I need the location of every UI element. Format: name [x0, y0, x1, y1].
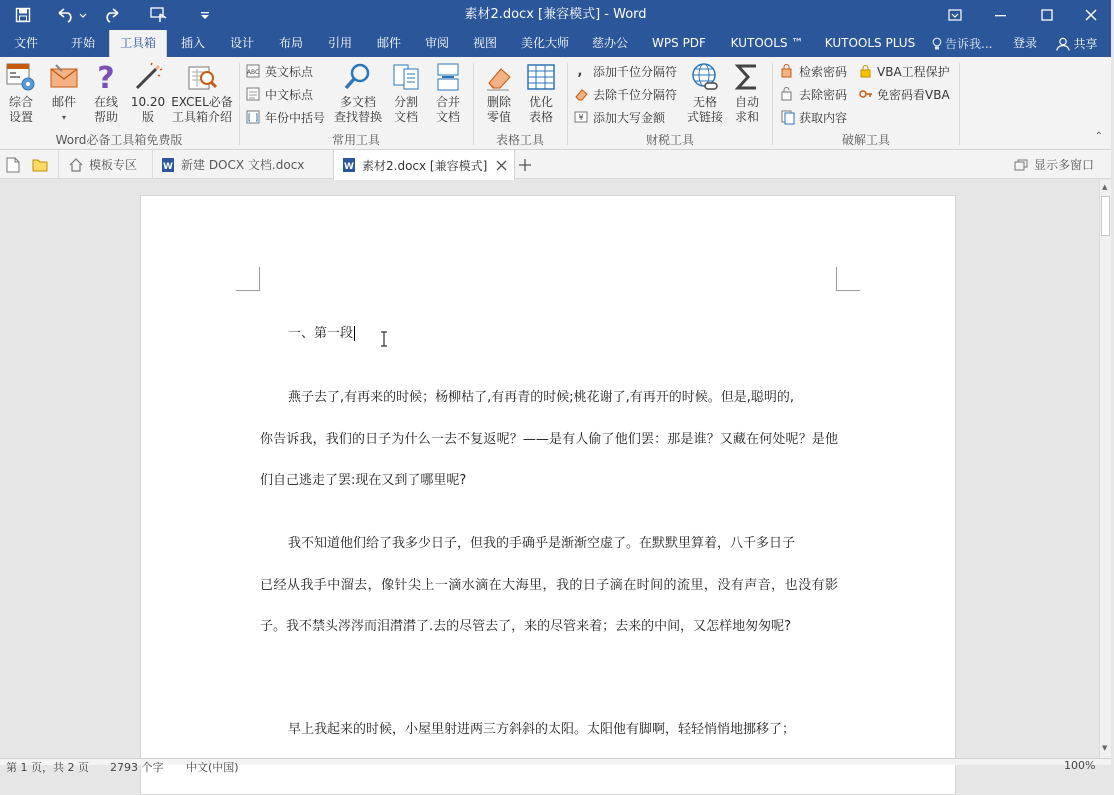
- paragraph-2-rest: 已经从我手中溜去，像针尖上一滴水滴在大海里，我的日子滴在时间的流里，没有声音，也没有影子。我不禁头涔涔而泪潸潸了.去的尽管去了，来的尽管来着；去来的中间，又怎样地匆匆呢?: [260, 577, 838, 634]
- excel-magnifier-icon: [186, 61, 218, 93]
- new-document-icon[interactable]: [6, 150, 26, 179]
- paragraph-1-first-line: 燕子去了,有再来的时候；杨柳枯了,有再青的时候;桃花谢了,有再开的时候。但是,聪明的,: [288, 390, 795, 405]
- title-bar: [0, 0, 1111, 30]
- document-workspace: [0, 180, 1099, 758]
- tab-sucai2[interactable]: [333, 150, 515, 180]
- minimize-icon[interactable]: [978, 0, 1024, 30]
- document-copy-icon: [780, 109, 796, 125]
- tell-me-text: 告诉我...: [945, 36, 993, 51]
- year-brackets-button[interactable]: [246, 107, 325, 127]
- optimize-table-label-1: 优化: [528, 95, 553, 109]
- settings-button[interactable]: [2, 61, 40, 125]
- tell-me-box[interactable]: [932, 30, 1002, 57]
- lock-search-icon: [780, 63, 796, 79]
- delete-zero-label-1: 删除: [486, 95, 511, 109]
- vertical-scrollbar[interactable]: [1099, 180, 1111, 758]
- login-link[interactable]: 登录: [1012, 36, 1037, 50]
- excel-toolbox-label-2: 工具箱介绍: [171, 110, 232, 124]
- heading-text: 一、第一段: [288, 326, 354, 341]
- dropdown-arrow-icon: ▾: [61, 113, 66, 122]
- add-uppercase-amount-button[interactable]: [574, 107, 665, 127]
- group-separator: [772, 63, 773, 145]
- close-tab-icon[interactable]: [496, 160, 507, 171]
- sucai2-label: 素材2.docx [兼容模式]: [362, 158, 488, 173]
- group-label-finance-tools: 财税工具: [645, 133, 694, 147]
- tab-beautify[interactable]: 美化大师: [520, 36, 569, 50]
- split-document-icon: [390, 61, 422, 93]
- excel-toolbox-label-1: EXCEL必备: [171, 95, 233, 109]
- tab-review[interactable]: 审阅: [424, 36, 449, 50]
- remove-password-button[interactable]: [780, 84, 847, 104]
- add-thousands-separator-button[interactable]: [574, 61, 677, 81]
- close-icon[interactable]: [1068, 0, 1114, 30]
- mail-label: 邮件: [51, 95, 76, 109]
- svg-text:¥: ¥: [578, 113, 584, 122]
- tab-design[interactable]: 设计: [229, 36, 254, 50]
- margin-corner-mark: [836, 267, 860, 291]
- eraser-icon: [483, 61, 515, 93]
- tab-references[interactable]: 引用: [327, 36, 352, 50]
- unformatted-link-button[interactable]: [684, 61, 726, 125]
- remove-password-label: 去除密码: [799, 87, 848, 102]
- scroll-up-icon[interactable]: ▲: [1102, 183, 1108, 191]
- collapse-ribbon-icon[interactable]: ⌃: [1094, 131, 1103, 142]
- comma-icon: [574, 63, 590, 79]
- zoom-level[interactable]: 100%: [1064, 759, 1096, 772]
- magic-wand-icon: [132, 61, 164, 93]
- paragraph-2-first-line: 我不知道他们给了我多少日子，但我的手确乎是渐渐空虚了。在默默里算着，八千多日子: [288, 536, 796, 551]
- multi-doc-label-1: 多文档: [339, 95, 376, 109]
- unlock-icon: [780, 86, 796, 102]
- show-multi-window-label: 显示多窗口: [1034, 158, 1095, 172]
- word-document-icon: [342, 157, 356, 173]
- chinese-punctuation-label: 中文标点: [265, 87, 314, 102]
- excel-toolbox-button[interactable]: [170, 61, 234, 125]
- document-tab-bar: [0, 150, 1111, 179]
- paragraph-1[interactable]: [260, 377, 838, 502]
- group-label-common-tools: 常用工具: [331, 133, 380, 147]
- auto-sum-button[interactable]: [730, 61, 764, 125]
- merge-document-label-2: 文档: [435, 110, 460, 124]
- view-vba-button[interactable]: [858, 84, 950, 104]
- svg-text:W: W: [344, 162, 354, 172]
- online-help-label-2: 帮助: [93, 110, 118, 124]
- optimize-table-button[interactable]: [522, 61, 560, 125]
- group-label-word-toolbox: Word必备工具箱免费版: [55, 133, 183, 147]
- touch-mode-icon[interactable]: [146, 0, 172, 30]
- merge-document-label-1: 合并: [435, 95, 460, 109]
- online-help-button[interactable]: [88, 61, 124, 125]
- home-icon: [69, 158, 83, 172]
- ibeam-cursor-icon: [380, 331, 388, 347]
- group-label-table-tools: 表格工具: [495, 133, 544, 147]
- tab-wps-pdf[interactable]: WPS PDF: [652, 36, 706, 50]
- undo-icon[interactable]: [52, 0, 88, 30]
- tab-home[interactable]: 开始: [70, 36, 95, 50]
- open-folder-icon[interactable]: [32, 150, 52, 179]
- tab-template-zone[interactable]: [58, 150, 152, 179]
- maximize-icon[interactable]: [1024, 0, 1070, 30]
- search-icon: [342, 61, 374, 93]
- split-document-button[interactable]: [388, 61, 424, 125]
- key-icon: [858, 86, 874, 102]
- multi-doc-label-2: 查找替换: [333, 110, 382, 124]
- tab-mailings[interactable]: 邮件: [376, 36, 401, 50]
- paragraph-2[interactable]: [260, 523, 838, 648]
- svg-text:?: ?: [97, 61, 115, 96]
- unformatted-link-label-1: 无格: [692, 95, 717, 109]
- word-document-icon: [161, 157, 175, 173]
- save-icon[interactable]: [10, 0, 36, 30]
- version-label-1: 10.20: [130, 95, 166, 109]
- paragraph-3[interactable]: [260, 709, 838, 751]
- vba-protect-label: VBA工程保护: [877, 64, 950, 79]
- year-brackets-icon: [246, 109, 262, 125]
- share-label: 共享: [1073, 36, 1098, 51]
- paragraph-1-rest: 你告诉我，我们的日子为什么一去不复返呢？——是有人偷了他们罢：那是谁？又藏在何处呢？是他们自己逃走了罢:现在又到了哪里呢?: [260, 431, 838, 488]
- add-thousands-label: 添加千位分隔符: [593, 64, 678, 79]
- chinese-punct-icon: [246, 86, 262, 102]
- svg-text:W: W: [163, 161, 173, 172]
- customize-qat-icon[interactable]: [196, 0, 214, 30]
- new-docx-label: 新建 DOCX 文档.docx: [181, 158, 305, 172]
- eraser-small-icon: [574, 86, 590, 102]
- sigma-icon: [731, 61, 763, 93]
- scroll-down-icon[interactable]: ▼: [1102, 744, 1108, 752]
- svg-text:,: ,: [577, 64, 583, 79]
- english-punctuation-button[interactable]: [246, 61, 313, 81]
- add-tab-icon[interactable]: [518, 150, 538, 179]
- tab-view[interactable]: 视图: [472, 36, 497, 50]
- remove-thousands-separator-button[interactable]: [574, 84, 677, 104]
- remove-thousands-label: 去除千位分隔符: [593, 87, 678, 102]
- margin-corner-mark: [236, 267, 260, 291]
- window-title: 素材2.docx [兼容模式] - Word: [464, 7, 647, 22]
- merge-document-button[interactable]: [430, 61, 466, 125]
- page-count[interactable]: 第 1 页，共 2 页: [6, 761, 89, 774]
- retrieve-password-label: 检索密码: [799, 64, 848, 79]
- table-icon: [525, 61, 557, 93]
- retrieve-password-button[interactable]: [780, 61, 847, 81]
- amount-icon: [574, 109, 590, 125]
- paragraph-3-first-line: 早上我起来的时候，小屋里射进两三方斜斜的太阳。太阳他有脚啊，轻轻悄悄地挪移了；: [288, 722, 796, 737]
- year-brackets-label: 年份中括号: [265, 110, 326, 125]
- word-count[interactable]: 2793 个字: [110, 761, 164, 774]
- get-content-label: 获取内容: [799, 110, 848, 125]
- online-help-label-1: 在线: [93, 95, 118, 109]
- multi-doc-replace-button[interactable]: [332, 61, 384, 125]
- tab-new-docx[interactable]: [152, 150, 332, 179]
- svg-text:ABC: ABC: [246, 69, 260, 76]
- chinese-punctuation-button[interactable]: [246, 84, 313, 104]
- mail-button[interactable]: [44, 61, 84, 125]
- english-punctuation-label: 英文标点: [265, 64, 314, 79]
- tab-layout[interactable]: 布局: [278, 36, 303, 50]
- show-multi-window-button[interactable]: [1014, 150, 1110, 179]
- redo-icon[interactable]: [100, 0, 126, 30]
- text-caret: [354, 326, 355, 341]
- settings-icon: [5, 61, 37, 93]
- optimize-table-label-2: 表格: [528, 110, 553, 124]
- document-page[interactable]: [140, 195, 956, 795]
- auto-sum-label-1: 自动: [734, 95, 759, 109]
- unformatted-link-label-2: 式链接: [686, 110, 723, 124]
- vba-lock-icon: [858, 63, 874, 79]
- settings-label-1: 综合: [8, 95, 33, 109]
- globe-link-icon: [689, 61, 721, 93]
- group-label-crack-tools: 破解工具: [841, 133, 890, 147]
- tab-insert[interactable]: 插入: [180, 36, 205, 50]
- tab-office[interactable]: 慈办公: [591, 36, 628, 50]
- tab-file[interactable]: 文件: [13, 36, 38, 50]
- person-icon: [1056, 37, 1070, 51]
- settings-label-2: 设置: [8, 110, 33, 124]
- template-zone-label: 模板专区: [89, 158, 138, 172]
- split-document-label-1: 分割: [393, 95, 418, 109]
- document-heading[interactable]: [288, 324, 355, 344]
- tab-toolbox[interactable]: 工具箱: [109, 30, 167, 58]
- scrollbar-thumb[interactable]: [1101, 196, 1110, 236]
- delete-zero-label-2: 零值: [486, 110, 511, 124]
- version-label-2: 版: [141, 110, 154, 124]
- multi-window-icon: [1014, 159, 1028, 171]
- get-content-button[interactable]: [780, 107, 847, 127]
- group-separator: [959, 63, 960, 145]
- question-icon: [90, 61, 122, 96]
- status-bar: [0, 758, 1111, 774]
- lightbulb-icon: [932, 37, 942, 51]
- share-button[interactable]: [1046, 30, 1108, 57]
- mail-icon: [48, 61, 80, 93]
- vba-protect-button[interactable]: [858, 61, 950, 81]
- merge-document-icon: [432, 61, 464, 93]
- language-indicator[interactable]: 中文(中国): [186, 761, 239, 774]
- auto-sum-label-2: 求和: [734, 110, 759, 124]
- ribbon-display-options-icon[interactable]: [932, 0, 978, 30]
- add-uppercase-amount-label: 添加大写金额: [593, 110, 666, 125]
- ribbon-tabs: [0, 30, 1111, 57]
- split-document-label-2: 文档: [393, 110, 418, 124]
- tab-kutools[interactable]: KUTOOLS ™: [730, 36, 804, 50]
- ribbon: [0, 57, 1111, 150]
- delete-zero-button[interactable]: [480, 61, 518, 125]
- english-punct-icon: [246, 63, 262, 79]
- view-vba-label: 免密码看VBA: [877, 87, 950, 102]
- version-button[interactable]: [128, 61, 168, 125]
- tab-kutools-plus[interactable]: KUTOOLS PLUS: [824, 36, 916, 50]
